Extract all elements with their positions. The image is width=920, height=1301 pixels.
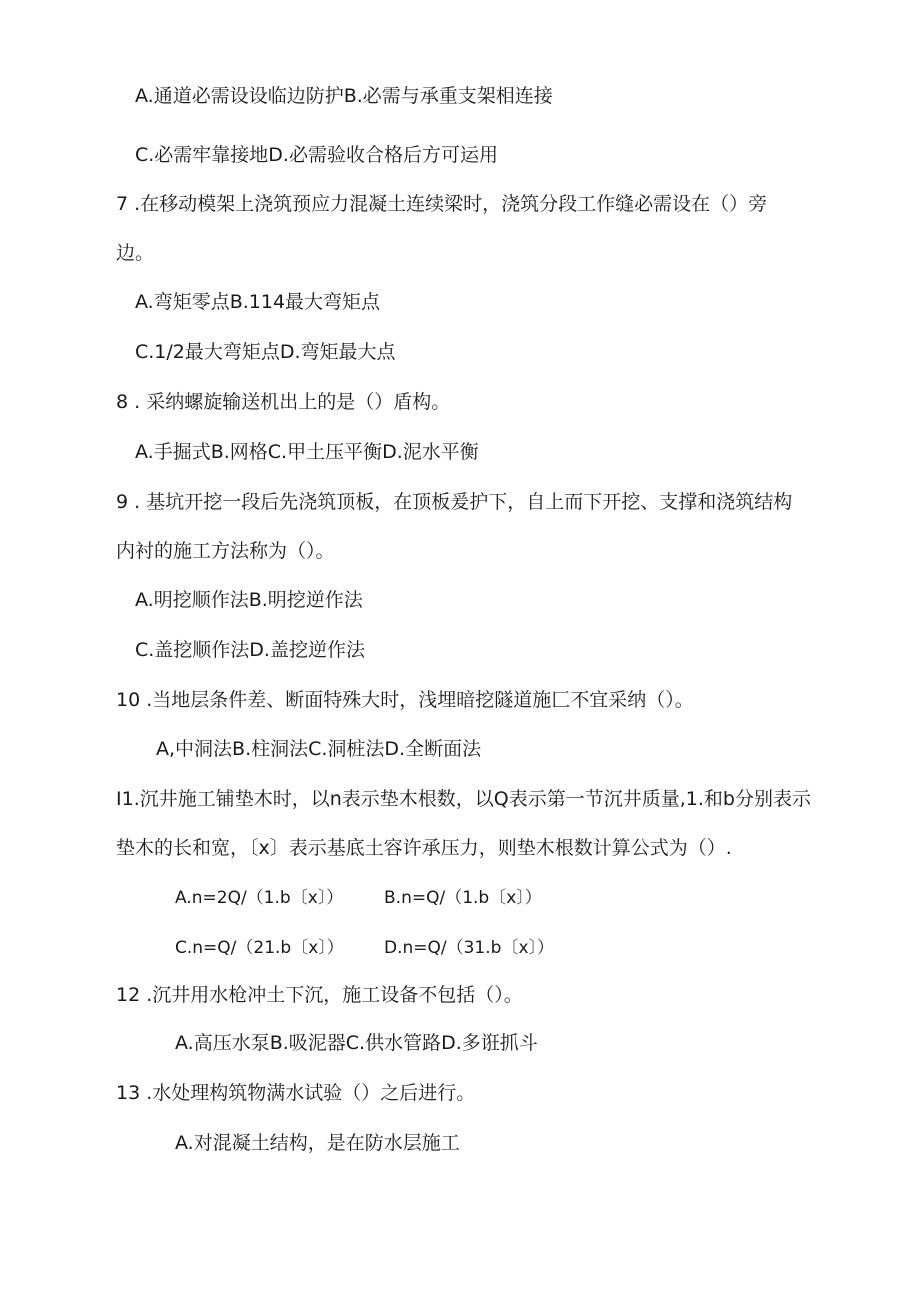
- q6-options-ab: A.通道必需设设临边防护B.必需与承重支架相连接: [135, 85, 553, 107]
- q9-stem-line2: 内衬的施工方法称为（）。: [116, 540, 335, 562]
- q11-option-a: A.n=2Q∕（1.b〔x〕）: [175, 888, 344, 908]
- q11-option-d: D.n=Q∕（31.b〔x〕）: [384, 938, 555, 958]
- q9-options-cd: C.盖挖顺作法D.盖挖逆作法: [135, 639, 365, 661]
- q13-option-a: A.对混凝土结构，是在防水层施工: [175, 1132, 460, 1154]
- q11-option-c: C.n=Q∕（21.b〔x〕）: [175, 938, 344, 958]
- q7-stem-line2: 边。: [116, 242, 155, 264]
- q8-stem: 8 . 采纳螺旋输送机出上的是（）盾构。: [116, 391, 451, 413]
- q12-options: A.高压水泵B.吸泥器C.供水管路D.多诳抓斗: [175, 1032, 538, 1054]
- q9-options-ab: A.明挖顺作法B.明挖逆作法: [135, 589, 363, 611]
- q9-stem-line1: 9 . 基坑开挖一段后先浇筑顶板，在顶板爰护下，自上而下开挖、支撑和浇筑结构: [116, 491, 793, 513]
- q6-options-cd: C.必需牢靠接地D.必需验收合格后方可运用: [135, 144, 498, 166]
- q13-stem: 13 .水处理构筑物满水试验（）之后进行。: [116, 1082, 476, 1104]
- q11-stem-line1: I1.沉井施工铺垫木时，以n表示垫木根数，以Q表示第一节沉井质量,1.和b分别表示: [116, 788, 811, 810]
- q7-options-cd: C.1/2最大弯矩点D.弯矩最大点: [135, 341, 396, 363]
- q10-options: A,中洞法B.柱洞法C.洞桩法D.全断面法: [156, 738, 482, 760]
- q7-stem-line1: 7 .在移动模架上浇筑预应力混凝土连续梁时，浇筑分段工作缝必需设在（）旁: [116, 193, 768, 215]
- q11-stem-line2: 垫木的长和宽，〔x〕表示基底土容许承压力，则垫木根数计算公式为（）.: [116, 837, 732, 859]
- q7-options-ab: A.弯矩零点B.114最大弯矩点: [135, 291, 381, 313]
- q10-stem: 10 .当地层条件差、断面特殊大时，浅埋暗挖隧道施匚不宜采纳（）。: [116, 689, 694, 711]
- q8-options: A.手掘式B.网格C.甲土压平衡D.泥水平衡: [135, 441, 479, 463]
- q12-stem: 12 .沉井用水枪冲土下沉，施工设备不包括（）。: [116, 984, 523, 1006]
- q11-option-b: B.n=Q/（1.b〔x〕）: [384, 888, 542, 908]
